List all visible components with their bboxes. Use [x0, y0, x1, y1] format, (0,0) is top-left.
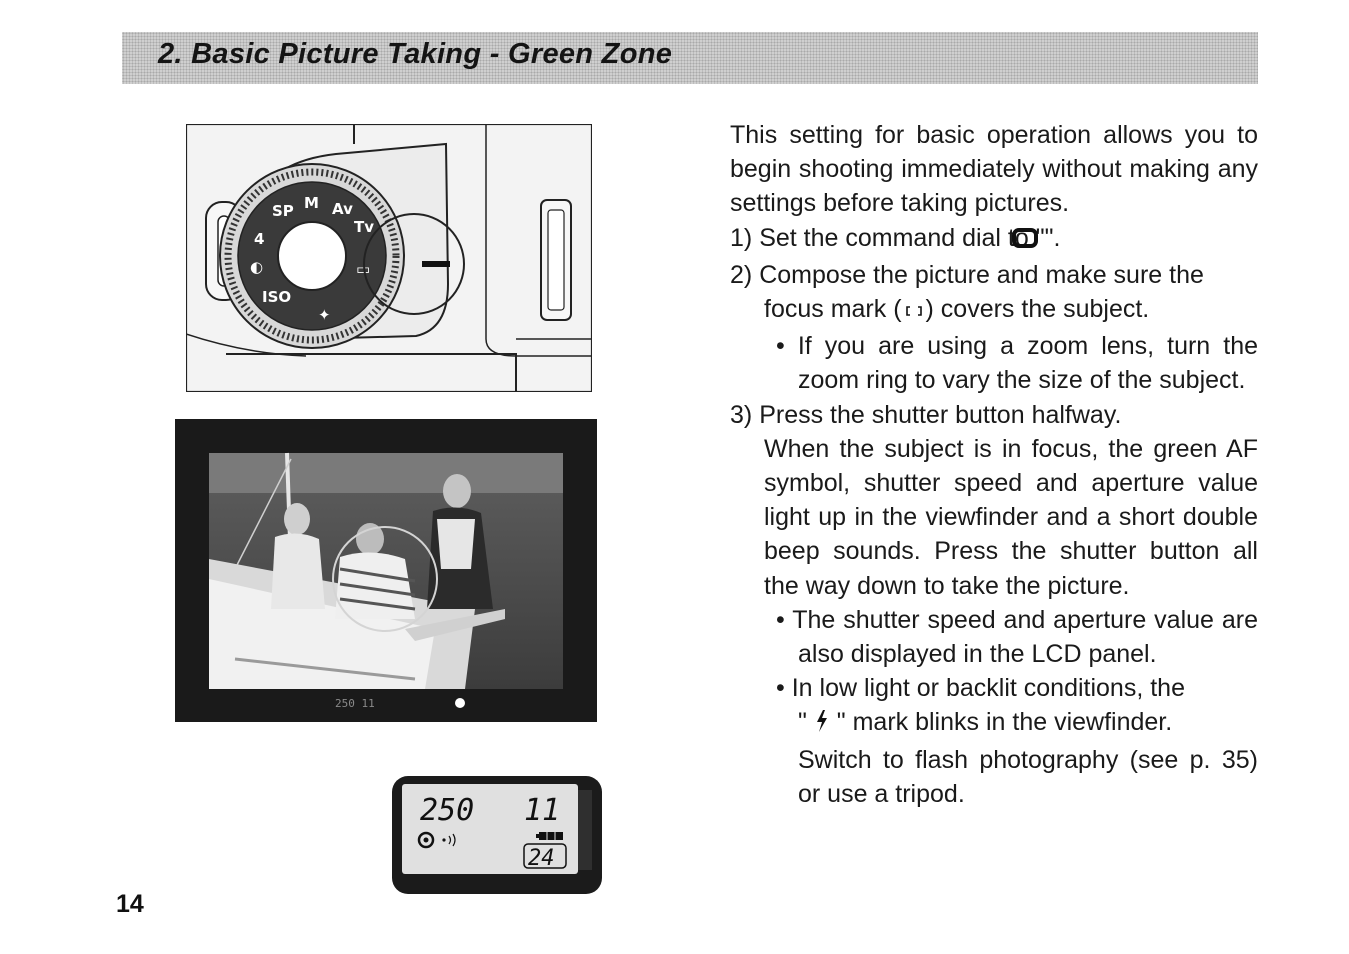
step-1	[730, 221, 1258, 258]
viewfinder-readout: 250 11	[335, 697, 375, 710]
step-3-bullet-2-cont	[730, 705, 1258, 742]
step-2-text-before: focus mark (	[764, 295, 902, 324]
step-3-bullet-1	[730, 603, 1258, 671]
viewfinder-illustration	[175, 419, 597, 722]
step-2-text-after: ) covers the subject.	[925, 295, 1150, 324]
flash-lightning-icon	[814, 708, 830, 742]
bullet-dot: •	[776, 605, 785, 634]
step-3-text: Press the shutter button halfway.	[759, 400, 1122, 429]
page-title: 2. Basic Picture Taking - Green Zone	[158, 38, 673, 70]
step-3-bullet-2-cont-2: Switch to flash photography (see p. 35) or use a tripod.	[798, 745, 1258, 808]
svg-text:SP: SP	[272, 202, 294, 220]
step-3-bullet-1-text: The shutter speed and aperture value are also displayed in the LCD panel.	[792, 605, 1258, 669]
instructions-text	[730, 118, 1258, 811]
step-3-paragraph: When the subject is in focus, the green AF symbol, shutter speed and aperture value light up in the viewfinder and a short double beep sounds. Press the shutter button all the way down to take the picture.	[764, 434, 1258, 600]
step-2	[730, 258, 1258, 292]
step-1-text: Set the command dial to "	[759, 223, 1045, 252]
viewfinder-photo	[175, 419, 597, 722]
bullet-dot: •	[776, 674, 785, 703]
intro-paragraph: This setting for basic operation allows you to begin shooting immediately without making any settings before taking pictures.	[730, 121, 1258, 218]
step-1-text-end: ".	[1044, 223, 1061, 252]
svg-text:M: M	[304, 194, 319, 212]
step-number: 3)	[730, 400, 753, 429]
step-3-bullet-2-text-after: " mark blinks in the viewfinder.	[836, 708, 1173, 737]
battery-icon	[536, 832, 563, 840]
svg-text:◐: ◐	[250, 258, 264, 276]
svg-text:Tv: Tv	[354, 218, 375, 236]
page-number: 14	[116, 890, 144, 918]
step-3	[730, 398, 1258, 432]
quote-open: "	[798, 708, 807, 737]
af-confirm-dot-icon	[455, 698, 465, 708]
svg-text:ISO: ISO	[262, 288, 292, 306]
svg-text:▭: ▭	[356, 260, 371, 278]
step-3-bullet-2-text: In low light or backlit conditions, the	[791, 674, 1185, 703]
step-number: 1)	[730, 223, 753, 252]
lcd-panel-illustration	[392, 776, 602, 894]
svg-text:4: 4	[254, 230, 265, 248]
focus-mark-bracket-icon	[902, 295, 926, 329]
step-2-text: Compose the picture and make sure the	[759, 260, 1204, 289]
camera-top-icon	[186, 124, 592, 392]
step-2-cont	[730, 292, 1258, 329]
title-band	[122, 32, 1258, 84]
lcd-panel	[392, 776, 602, 894]
command-dial-illustration	[186, 124, 592, 392]
step-2-bullet	[730, 329, 1258, 397]
step-3-bullet-2	[730, 671, 1258, 705]
step-2-bullet-text: If you are using a zoom lens, turn the zoom ring to vary the size of the subject.	[797, 332, 1259, 395]
bullet-dot: •	[776, 332, 785, 361]
svg-text:✦: ✦	[318, 306, 331, 324]
svg-text:Av: Av	[332, 200, 353, 218]
lcd-aperture: 11	[524, 793, 561, 828]
step-number: 2)	[730, 260, 753, 289]
lcd-frame-count: 24	[528, 846, 555, 871]
lcd-shutter-speed: 250	[420, 793, 475, 828]
